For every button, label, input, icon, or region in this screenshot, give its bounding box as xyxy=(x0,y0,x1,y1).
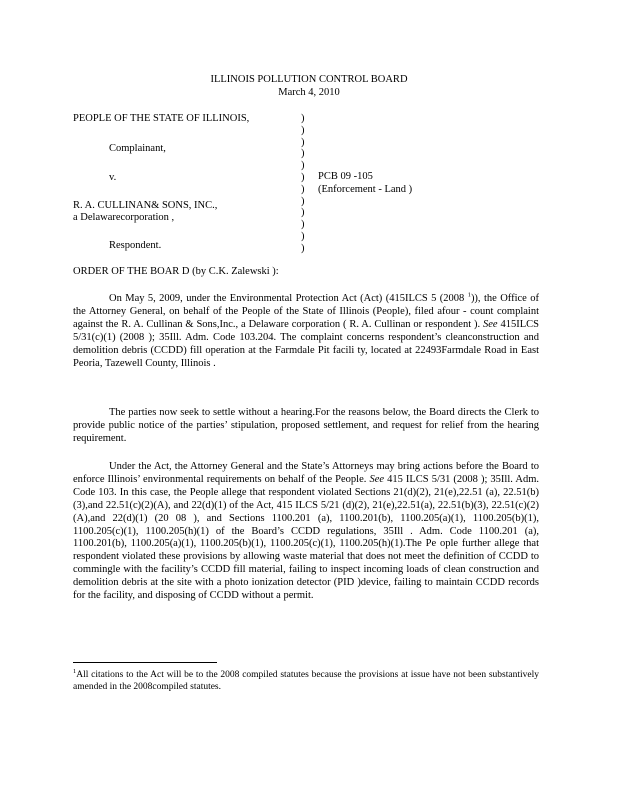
caption-paren: ) xyxy=(301,124,305,136)
respondent-party: R. A. CULLINAN& SONS, INC., xyxy=(73,200,218,211)
paragraph-1-text-c: 415ILCS 5/31(c)(1) (2008 ); 35Ill. Adm. Code 103.204. The complaint concerns respondent’s cleanconstruction and demolition debris (CCDD) fill operation at the Farmdale Pit facili ty, located at 22493Farmdale Road in East Peoria, Tazewell County, Illinois . xyxy=(73,318,539,369)
caption-paren: ) xyxy=(301,148,305,160)
paragraph-3-text-b: 415 ILCS 5/31 (2008 ); 35Ill. Adm. Code 103. In this case, the People allege that respondent violated Sections 21(d)(2), 21(e),22.51 (a), 22.51(b)(3),and 22.51(c)(2)(A), and 22(d)(1) of the Act, 415 ILCS 5/21 (d)(2), 21(e),22.51(a), 22.51(b)(3), 22.51(c)(2)(A),and 22(d)(1) (20 08 ), and Sections 1100.201 (a), 1100.201(b), 1100.205(a)(1), 1100.205(b)(1), 1100.205(c)(1), 1100.205(h)(1) of the Board’s CCDD regulations, 35Ill . Adm. Code 1100.201 (a), 1100.201(b), 1100.205(a)(1), 1100.205(b)(1), 1100.205(c)(1), 1100.205(h)(1).The Pe ople further allege that respondent violated these provisions by allowing waste material that does not meet the definition of CCDD to commingle with the facility’s CCDD fill material, failing to inspect incoming loads of clean construction and demolition debris at the site with a photo ionization detector (PID )device, failing to maintain CCDD records for the facility, and disposing of CCDD without a permit. xyxy=(73,473,539,602)
board-title: ILLINOIS POLLUTION CONTROL BOARD xyxy=(210,74,408,85)
case-info xyxy=(318,170,412,196)
see-signal: See xyxy=(483,318,498,330)
paragraph-2 xyxy=(73,407,539,446)
caption-parentheses xyxy=(301,113,311,255)
order-date: March 4, 2010 xyxy=(278,87,340,98)
see-signal: See xyxy=(369,473,385,485)
footnote-separator xyxy=(73,662,217,663)
paragraph-2-text: The parties now seek to settle without a hearing.For the reasons below, the Board directs the Clerk to provide public notice of the parties’ stipulation, proposed settlement, and request for relief from the hearing requirement. xyxy=(73,407,539,444)
footnote-number: 1 xyxy=(73,667,77,675)
caption-paren: ) xyxy=(301,207,305,219)
caption-paren: ) xyxy=(301,219,305,231)
respondent-role: Respondent. xyxy=(109,240,162,251)
complainant-party: PEOPLE OF THE STATE OF ILLINOIS, xyxy=(73,113,250,124)
caption-paren: ) xyxy=(301,136,305,148)
paragraph-3 xyxy=(73,461,539,603)
order-heading: ORDER OF THE BOAR D (by C.K. Zalewski ): xyxy=(73,266,279,277)
caption-paren: ) xyxy=(301,160,305,172)
respondent-description: a Delawarecorporation , xyxy=(73,212,175,223)
paragraph-1-text-a: On May 5, 2009, under the Environmental Protection Act (Act) (415ILCS 5 (2008 xyxy=(109,293,468,304)
complainant-role: Complainant, xyxy=(109,143,166,154)
footnote-text: All citations to the Act will be to the 2008 compiled statutes because the provisions at issue have not been substantively amended in the 2008compiled statutes. xyxy=(73,670,539,692)
case-type: (Enforcement - Land ) xyxy=(318,184,413,195)
case-caption xyxy=(73,113,553,253)
footnote-reference: 1 xyxy=(467,291,471,299)
paragraph-1-text-b: )), the Office of the Attorney General, on behalf of the People of the State of Illinois (People), filed afour - count complaint against the R. A. Cullinan & Sons,Inc., a Delaware corporation ( R. A. Cullinan or respondent ). xyxy=(73,293,539,330)
caption-paren: ) xyxy=(301,183,305,195)
caption-paren: ) xyxy=(301,242,305,254)
paragraph-1 xyxy=(73,293,539,370)
caption-paren: ) xyxy=(301,230,305,242)
case-number: PCB 09 -105 xyxy=(318,171,373,182)
caption-paren: ) xyxy=(301,113,305,124)
footnote xyxy=(73,669,539,693)
caption-paren: ) xyxy=(301,195,305,207)
caption-paren: ) xyxy=(301,171,305,183)
paragraph-3-text-a: Under the Act, the Attorney General and the State’s Attorneys may bring actions before the Board to enforce Illinois’ environmental requirements on behalf of the People. xyxy=(73,461,539,485)
versus-label: v. xyxy=(109,172,117,183)
